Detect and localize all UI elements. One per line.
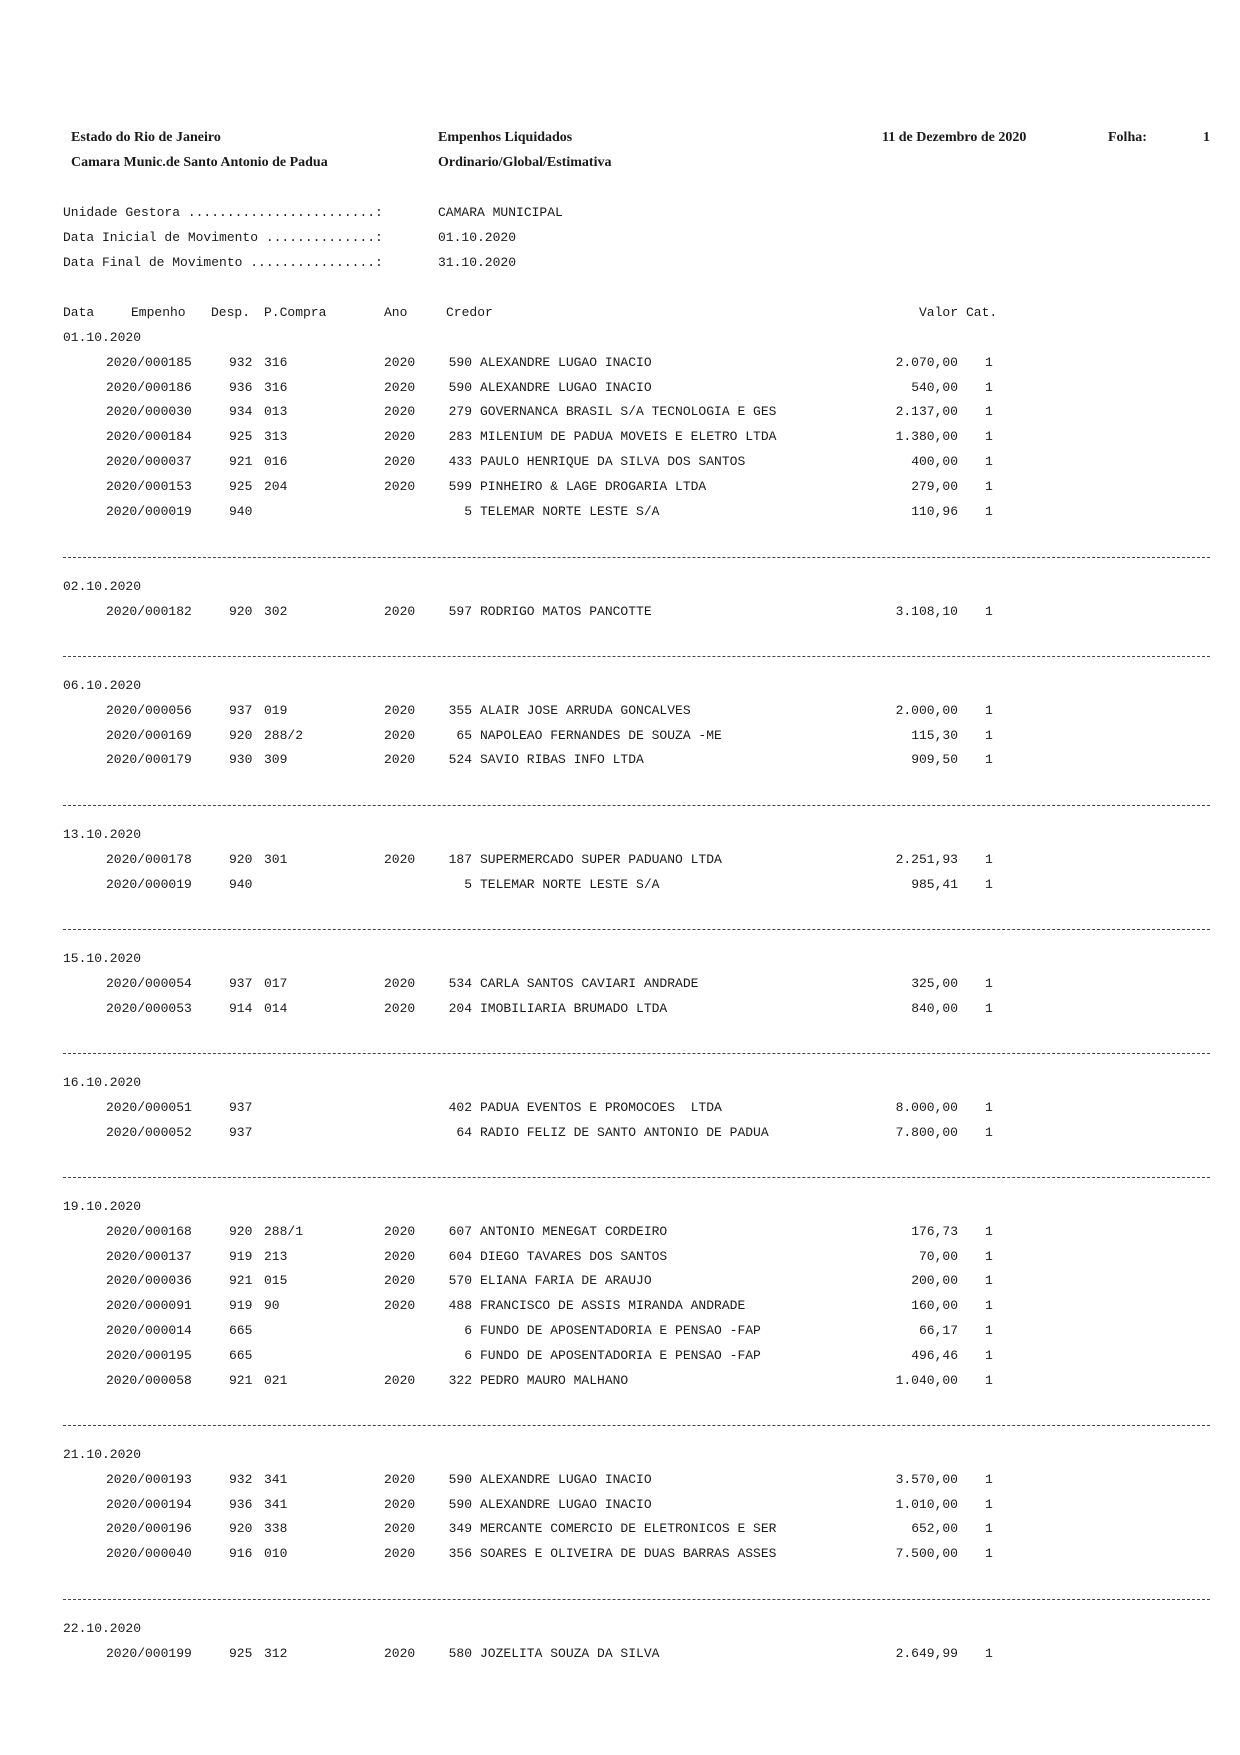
cell-credor-code: 534	[448, 976, 472, 991]
cell-empenho: 2020/000179	[106, 752, 192, 767]
cell-credor: DIEGO TAVARES DOS SANTOS	[480, 1249, 668, 1264]
group-date: 16.10.2020	[63, 1075, 142, 1090]
cell-desp: 665	[229, 1348, 253, 1363]
cell-valor: 70,00	[918, 1249, 958, 1264]
cell-pcompra: 302	[264, 604, 288, 619]
cell-desp: 925	[229, 429, 253, 444]
cell-valor: 325,00	[911, 976, 958, 991]
cell-desp: 925	[229, 1646, 253, 1661]
cell-credor-code: 590	[448, 1472, 472, 1487]
cell-desp: 920	[229, 1521, 253, 1536]
group-date: 06.10.2020	[63, 678, 142, 693]
organization-name: Camara Munic.de Santo Antonio de Padua	[71, 155, 328, 170]
cell-credor-code: 6	[464, 1348, 472, 1363]
cell-empenho: 2020/000137	[106, 1249, 192, 1264]
cell-credor-code: 607	[448, 1224, 472, 1239]
cell-valor: 7.500,00	[895, 1546, 958, 1561]
cell-credor-code: 604	[448, 1249, 472, 1264]
cell-credor: JOZELITA SOUZA DA SILVA	[480, 1646, 660, 1661]
cell-credor: ALEXANDRE LUGAO INACIO	[480, 1497, 652, 1512]
cell-valor: 7.800,00	[895, 1125, 958, 1140]
group-date: 02.10.2020	[63, 579, 142, 594]
cell-desp: 937	[229, 1125, 253, 1140]
cell-credor-code: 590	[448, 1497, 472, 1512]
cell-credor: FUNDO DE APOSENTADORIA E PENSAO -FAP	[480, 1323, 761, 1338]
cell-valor: 1.380,00	[895, 429, 958, 444]
cell-credor-code: 5	[464, 877, 472, 892]
cell-desp: 914	[229, 1001, 253, 1016]
cell-credor: ALEXANDRE LUGAO INACIO	[480, 355, 652, 370]
cell-valor: 496,46	[911, 1348, 958, 1363]
cell-empenho: 2020/000036	[106, 1273, 192, 1288]
cell-credor-code: 187	[448, 852, 472, 867]
cell-credor: MERCANTE COMERCIO DE ELETRONICOS E SER	[480, 1521, 777, 1536]
cell-valor: 3.570,00	[895, 1472, 958, 1487]
cell-empenho: 2020/000168	[106, 1224, 192, 1239]
cell-pcompra: 341	[264, 1472, 288, 1487]
cell-desp: 937	[229, 976, 253, 991]
cell-pcompra: 309	[264, 752, 288, 767]
cell-desp: 925	[229, 479, 253, 494]
cell-cat: 1	[985, 604, 993, 619]
cell-ano: 2020	[384, 703, 416, 718]
cell-credor: ALAIR JOSE ARRUDA GONCALVES	[480, 703, 691, 718]
cell-cat: 1	[985, 1373, 993, 1388]
cell-empenho: 2020/000185	[106, 355, 192, 370]
cell-valor: 985,41	[911, 877, 958, 892]
cell-pcompra: 015	[264, 1273, 288, 1288]
cell-credor-code: 524	[448, 752, 472, 767]
cell-credor-code: 570	[448, 1273, 472, 1288]
cell-cat: 1	[985, 877, 993, 892]
cell-ano: 2020	[384, 1273, 416, 1288]
cell-empenho: 2020/000184	[106, 429, 192, 444]
cell-pcompra: 013	[264, 404, 288, 419]
cell-empenho: 2020/000199	[106, 1646, 192, 1661]
report-date: 11 de Dezembro de 2020	[882, 130, 1027, 145]
cell-pcompra: 338	[264, 1521, 288, 1536]
cell-pcompra: 019	[264, 703, 288, 718]
cell-credor-code: 64	[456, 1125, 472, 1140]
cell-desp: 665	[229, 1323, 253, 1338]
cell-credor: MILENIUM DE PADUA MOVEIS E ELETRO LTDA	[480, 429, 777, 444]
cell-pcompra: 341	[264, 1497, 288, 1512]
cell-credor: ALEXANDRE LUGAO INACIO	[480, 1472, 652, 1487]
cell-credor-code: 488	[448, 1298, 472, 1313]
cell-valor: 66,17	[918, 1323, 958, 1338]
cell-ano: 2020	[384, 355, 416, 370]
data-final-label: Data Final de Movimento ................:	[63, 255, 383, 270]
separator-line	[63, 1177, 1210, 1178]
cell-credor: SAVIO RIBAS INFO LTDA	[480, 752, 644, 767]
cell-valor: 115,30	[911, 728, 958, 743]
cell-cat: 1	[985, 1546, 993, 1561]
cell-cat: 1	[985, 404, 993, 419]
cell-credor-code: 65	[456, 728, 472, 743]
cell-desp: 934	[229, 404, 253, 419]
column-header-pcompra: P.Compra	[264, 305, 327, 320]
cell-valor: 176,73	[911, 1224, 958, 1239]
cell-empenho: 2020/000053	[106, 1001, 192, 1016]
cell-cat: 1	[985, 1521, 993, 1536]
cell-empenho: 2020/000014	[106, 1323, 192, 1338]
cell-credor-code: 349	[448, 1521, 472, 1536]
cell-empenho: 2020/000193	[106, 1472, 192, 1487]
cell-credor-code: 322	[448, 1373, 472, 1388]
cell-pcompra: 288/2	[264, 728, 304, 743]
cell-credor: RODRIGO MATOS PANCOTTE	[480, 604, 652, 619]
column-header-valor: Valor	[918, 305, 958, 320]
cell-credor-code: 590	[448, 380, 472, 395]
cell-valor: 840,00	[911, 1001, 958, 1016]
cell-cat: 1	[985, 1100, 993, 1115]
report-title: Empenhos Liquidados	[438, 130, 573, 145]
cell-credor: FRANCISCO DE ASSIS MIRANDA ANDRADE	[480, 1298, 746, 1313]
cell-cat: 1	[985, 355, 993, 370]
cell-pcompra: 204	[264, 479, 288, 494]
cell-empenho: 2020/000054	[106, 976, 192, 991]
cell-credor: SUPERMERCADO SUPER PADUANO LTDA	[480, 852, 722, 867]
cell-pcompra: 312	[264, 1646, 288, 1661]
cell-cat: 1	[985, 1125, 993, 1140]
cell-empenho: 2020/000178	[106, 852, 192, 867]
cell-ano: 2020	[384, 1298, 416, 1313]
cell-desp: 936	[229, 1497, 253, 1512]
cell-pcompra: 90	[264, 1298, 280, 1313]
folha-value: 1	[1203, 130, 1210, 145]
cell-desp: 921	[229, 1273, 253, 1288]
cell-valor: 3.108,10	[895, 604, 958, 619]
cell-cat: 1	[985, 1646, 993, 1661]
cell-cat: 1	[985, 1323, 993, 1338]
cell-credor: RADIO FELIZ DE SANTO ANTONIO DE PADUA	[480, 1125, 769, 1140]
cell-valor: 1.010,00	[895, 1497, 958, 1512]
cell-ano: 2020	[384, 1373, 416, 1388]
cell-credor-code: 283	[448, 429, 472, 444]
cell-credor-code: 279	[448, 404, 472, 419]
cell-ano: 2020	[384, 1001, 416, 1016]
cell-desp: 916	[229, 1546, 253, 1561]
cell-desp: 920	[229, 728, 253, 743]
cell-credor: TELEMAR NORTE LESTE S/A	[480, 877, 660, 892]
cell-ano: 2020	[384, 752, 416, 767]
cell-cat: 1	[985, 1249, 993, 1264]
separator-line	[63, 805, 1210, 806]
cell-ano: 2020	[384, 380, 416, 395]
cell-valor: 652,00	[911, 1521, 958, 1536]
data-inicial-label: Data Inicial de Movimento ..............:	[63, 230, 383, 245]
cell-credor-code: 402	[448, 1100, 472, 1115]
cell-ano: 2020	[384, 976, 416, 991]
cell-valor: 2.000,00	[895, 703, 958, 718]
cell-credor: FUNDO DE APOSENTADORIA E PENSAO -FAP	[480, 1348, 761, 1363]
cell-desp: 919	[229, 1298, 253, 1313]
cell-desp: 930	[229, 752, 253, 767]
group-date: 22.10.2020	[63, 1621, 142, 1636]
cell-cat: 1	[985, 728, 993, 743]
cell-credor: IMOBILIARIA BRUMADO LTDA	[480, 1001, 668, 1016]
cell-pcompra: 021	[264, 1373, 288, 1388]
cell-empenho: 2020/000153	[106, 479, 192, 494]
cell-empenho: 2020/000186	[106, 380, 192, 395]
column-header-ano: Ano	[384, 305, 408, 320]
cell-ano: 2020	[384, 1249, 416, 1264]
cell-empenho: 2020/000058	[106, 1373, 192, 1388]
cell-desp: 937	[229, 703, 253, 718]
cell-desp: 932	[229, 355, 253, 370]
cell-credor: PEDRO MAURO MALHANO	[480, 1373, 629, 1388]
cell-valor: 400,00	[911, 454, 958, 469]
cell-ano: 2020	[384, 604, 416, 619]
cell-credor: NAPOLEAO FERNANDES DE SOUZA -ME	[480, 728, 722, 743]
cell-valor: 540,00	[911, 380, 958, 395]
cell-cat: 1	[985, 1472, 993, 1487]
cell-valor: 160,00	[911, 1298, 958, 1313]
cell-cat: 1	[985, 1497, 993, 1512]
cell-credor-code: 204	[448, 1001, 472, 1016]
separator-line	[63, 1599, 1210, 1600]
cell-ano: 2020	[384, 479, 416, 494]
group-date: 15.10.2020	[63, 951, 142, 966]
cell-credor-code: 355	[448, 703, 472, 718]
cell-ano: 2020	[384, 1224, 416, 1239]
data-final-value: 31.10.2020	[438, 255, 517, 270]
cell-desp: 919	[229, 1249, 253, 1264]
cell-cat: 1	[985, 454, 993, 469]
cell-desp: 920	[229, 1224, 253, 1239]
cell-desp: 920	[229, 604, 253, 619]
cell-credor-code: 5	[464, 504, 472, 519]
cell-empenho: 2020/000169	[106, 728, 192, 743]
cell-credor: SOARES E OLIVEIRA DE DUAS BARRAS ASSES	[480, 1546, 777, 1561]
cell-ano: 2020	[384, 1472, 416, 1487]
group-date: 01.10.2020	[63, 330, 142, 345]
cell-credor: TELEMAR NORTE LESTE S/A	[480, 504, 660, 519]
cell-valor: 1.040,00	[895, 1373, 958, 1388]
cell-credor: PINHEIRO & LAGE DROGARIA LTDA	[480, 479, 707, 494]
cell-cat: 1	[985, 380, 993, 395]
cell-credor-code: 6	[464, 1323, 472, 1338]
separator-line	[63, 1053, 1210, 1054]
folha-label: Folha:	[1108, 130, 1147, 145]
cell-credor: GOVERNANCA BRASIL S/A TECNOLOGIA E GES	[480, 404, 777, 419]
cell-credor: ANTONIO MENEGAT CORDEIRO	[480, 1224, 668, 1239]
cell-credor: PADUA EVENTOS E PROMOCOES LTDA	[480, 1100, 722, 1115]
cell-pcompra: 313	[264, 429, 288, 444]
cell-credor-code: 580	[448, 1646, 472, 1661]
cell-ano: 2020	[384, 728, 416, 743]
cell-empenho: 2020/000056	[106, 703, 192, 718]
column-header-empenho: Empenho	[131, 305, 186, 320]
column-header-credor: Credor	[446, 305, 493, 320]
separator-line	[63, 1425, 1210, 1426]
separator-line	[63, 656, 1210, 657]
state-name: Estado do Rio de Janeiro	[71, 130, 221, 145]
cell-cat: 1	[985, 1348, 993, 1363]
cell-credor-code: 433	[448, 454, 472, 469]
cell-cat: 1	[985, 1224, 993, 1239]
cell-credor: CARLA SANTOS CAVIARI ANDRADE	[480, 976, 699, 991]
cell-valor: 2.251,93	[895, 852, 958, 867]
column-header-desp: Desp.	[211, 305, 251, 320]
cell-valor: 279,00	[911, 479, 958, 494]
cell-ano: 2020	[384, 429, 416, 444]
cell-credor-code: 590	[448, 355, 472, 370]
cell-credor: ALEXANDRE LUGAO INACIO	[480, 380, 652, 395]
cell-valor: 2.070,00	[895, 355, 958, 370]
cell-empenho: 2020/000195	[106, 1348, 192, 1363]
cell-valor: 8.000,00	[895, 1100, 958, 1115]
cell-desp: 921	[229, 1373, 253, 1388]
cell-empenho: 2020/000019	[106, 504, 192, 519]
cell-ano: 2020	[384, 404, 416, 419]
group-date: 13.10.2020	[63, 827, 142, 842]
unidade-value: CAMARA MUNICIPAL	[438, 205, 563, 220]
cell-desp: 940	[229, 877, 253, 892]
cell-empenho: 2020/000091	[106, 1298, 192, 1313]
cell-desp: 940	[229, 504, 253, 519]
separator-line	[63, 929, 1210, 930]
cell-pcompra: 010	[264, 1546, 288, 1561]
cell-empenho: 2020/000194	[106, 1497, 192, 1512]
cell-cat: 1	[985, 1298, 993, 1313]
cell-ano: 2020	[384, 852, 416, 867]
group-date: 21.10.2020	[63, 1447, 142, 1462]
cell-empenho: 2020/000182	[106, 604, 192, 619]
cell-desp: 920	[229, 852, 253, 867]
cell-desp: 936	[229, 380, 253, 395]
cell-pcompra: 017	[264, 976, 288, 991]
column-header-data: Data	[63, 305, 95, 320]
cell-desp: 932	[229, 1472, 253, 1487]
cell-empenho: 2020/000019	[106, 877, 192, 892]
cell-ano: 2020	[384, 1521, 416, 1536]
group-date: 19.10.2020	[63, 1199, 142, 1214]
cell-ano: 2020	[384, 454, 416, 469]
cell-empenho: 2020/000051	[106, 1100, 192, 1115]
cell-cat: 1	[985, 1273, 993, 1288]
cell-cat: 1	[985, 976, 993, 991]
cell-empenho: 2020/000052	[106, 1125, 192, 1140]
cell-credor-code: 356	[448, 1546, 472, 1561]
cell-ano: 2020	[384, 1646, 416, 1661]
cell-empenho: 2020/000030	[106, 404, 192, 419]
cell-valor: 909,50	[911, 752, 958, 767]
cell-pcompra: 016	[264, 454, 288, 469]
cell-desp: 921	[229, 454, 253, 469]
cell-empenho: 2020/000037	[106, 454, 192, 469]
cell-valor: 200,00	[911, 1273, 958, 1288]
cell-credor-code: 597	[448, 604, 472, 619]
cell-credor: ELIANA FARIA DE ARAUJO	[480, 1273, 652, 1288]
report-subtitle: Ordinario/Global/Estimativa	[438, 155, 612, 170]
cell-pcompra: 316	[264, 355, 288, 370]
cell-valor: 110,96	[911, 504, 958, 519]
cell-cat: 1	[985, 1001, 993, 1016]
cell-credor: PAULO HENRIQUE DA SILVA DOS SANTOS	[480, 454, 746, 469]
cell-cat: 1	[985, 429, 993, 444]
cell-empenho: 2020/000040	[106, 1546, 192, 1561]
cell-cat: 1	[985, 504, 993, 519]
column-header-cat: Cat.	[966, 305, 998, 320]
cell-ano: 2020	[384, 1497, 416, 1512]
cell-credor-code: 599	[448, 479, 472, 494]
cell-cat: 1	[985, 703, 993, 718]
data-inicial-value: 01.10.2020	[438, 230, 517, 245]
cell-desp: 937	[229, 1100, 253, 1115]
cell-empenho: 2020/000196	[106, 1521, 192, 1536]
cell-pcompra: 014	[264, 1001, 288, 1016]
cell-valor: 2.137,00	[895, 404, 958, 419]
cell-ano: 2020	[384, 1546, 416, 1561]
cell-pcompra: 288/1	[264, 1224, 304, 1239]
cell-valor: 2.649,99	[895, 1646, 958, 1661]
cell-pcompra: 301	[264, 852, 288, 867]
cell-cat: 1	[985, 852, 993, 867]
cell-cat: 1	[985, 479, 993, 494]
cell-pcompra: 316	[264, 380, 288, 395]
cell-pcompra: 213	[264, 1249, 288, 1264]
separator-line	[63, 557, 1210, 558]
unidade-label: Unidade Gestora ........................:	[63, 205, 383, 220]
cell-cat: 1	[985, 752, 993, 767]
